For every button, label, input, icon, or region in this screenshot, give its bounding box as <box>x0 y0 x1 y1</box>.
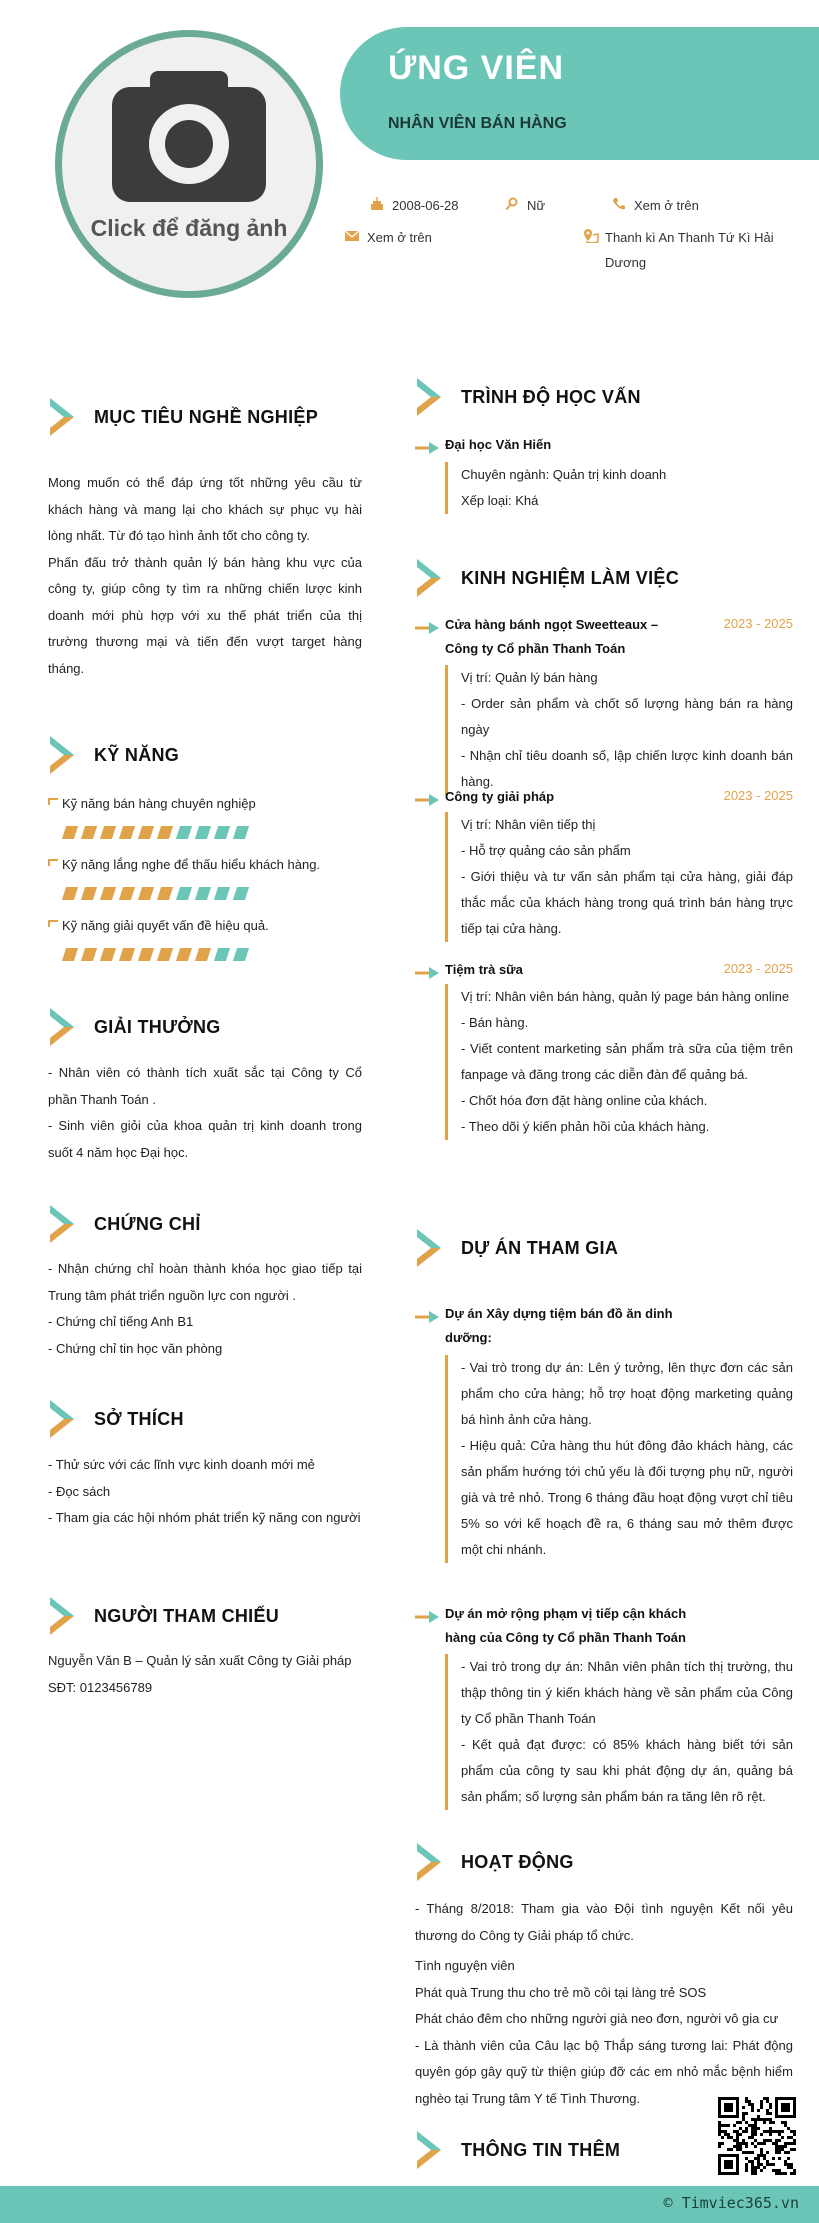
job-line: Vị trí: Nhân viên bán hàng, quản lý page bán hàng online <box>461 989 790 1004</box>
project-line: - Hiệu quả: Cửa hàng thu hút đông đảo khách hàng, các sản phẩm hướng tới chủ yếu là đối tượng phụ nữ, người già và trẻ nhỏ. Trong 6 tháng đầu hoạt động vượt chỉ tiêu 5% so với kế hoạch đề ra, 6 tháng sau mở thêm được một chi nhánh. <box>461 1438 793 1557</box>
birthday-field[interactable] <box>370 197 459 218</box>
award-line: - Sinh viên giỏi của khoa quản trị kinh doanh trong suốt 4 năm học Đại học. <box>48 1118 362 1160</box>
job-detail[interactable] <box>445 812 793 942</box>
gender-icon <box>505 197 527 215</box>
skill-segment <box>62 826 78 839</box>
phone-value: Xem ở trên <box>634 198 699 213</box>
section-projects-header <box>415 1227 618 1269</box>
skill-segment <box>214 948 230 961</box>
section-title[interactable]: SỞ THÍCH <box>94 1408 184 1429</box>
award-line: - Nhân viên có thành tích xuất sắc tại Công ty Cổ phần Thanh Toán . <box>48 1065 362 1107</box>
cake-icon <box>370 197 392 215</box>
job-detail[interactable] <box>445 665 793 795</box>
phone-icon <box>612 197 634 215</box>
project-entry[interactable] <box>415 1607 793 1650</box>
activity-line: Phát cháo đêm cho những người già neo đơn, người vô gia cư <box>415 2011 779 2026</box>
section-activities-header <box>415 1841 574 1883</box>
email-value: Xem ở trên <box>367 230 432 245</box>
education-detail[interactable] <box>445 462 793 514</box>
section-title[interactable]: CHỨNG CHỈ <box>94 1213 201 1234</box>
phone-field[interactable] <box>612 197 699 218</box>
chevron-icon <box>415 557 447 599</box>
cert-line: - Chứng chỉ tin học văn phòng <box>48 1340 223 1356</box>
arrow-right-icon <box>415 967 439 979</box>
skill-rating-bar <box>64 948 368 961</box>
company-name: Cửa hàng bánh ngọt Sweetteaux – Công ty Cổ phần Thanh Toán <box>445 617 659 656</box>
title-band <box>340 27 819 160</box>
skill-segment <box>81 948 97 961</box>
activity-line: - Tháng 8/2018: Tham gia vào Đội tình nguyện Kết nối yêu thương do Công ty Giải pháp tổ chức. <box>415 1901 793 1943</box>
skill-segment <box>138 826 154 839</box>
candidate-name[interactable]: ỨNG VIÊN <box>388 49 565 87</box>
hobby-line: - Đọc sách <box>48 1483 111 1499</box>
skill-segment <box>214 887 230 900</box>
project-detail[interactable] <box>445 1654 793 1810</box>
qr-code-icon <box>718 2097 796 2175</box>
skill-segment <box>119 826 135 839</box>
chevron-icon <box>48 1006 80 1048</box>
skill-segment <box>176 887 192 900</box>
school-name: Đại học Văn Hiến <box>445 437 552 452</box>
skill-segment <box>176 948 192 961</box>
section-certs-header <box>48 1203 201 1245</box>
activity-line: - Là thành viên của Câu lạc bộ Thắp sáng tương lai: Phát động quyên góp gây quỹ từ thiện giúp đỡ các em nhỏ mắc bệnh hiểm nghèo tại Trung tâm Y tế Tình Thương. <box>415 2037 793 2106</box>
grade-line: Xếp loại: Khá <box>461 493 539 508</box>
skill-item[interactable] <box>48 855 368 900</box>
section-title[interactable]: DỰ ÁN THAM GIA <box>461 1237 619 1258</box>
section-hobbies-header <box>48 1398 184 1440</box>
chevron-icon <box>48 396 80 438</box>
project-detail[interactable] <box>445 1355 793 1563</box>
mail-icon <box>345 229 367 247</box>
project-name: Dự án mở rộng phạm vị tiếp cận khách hàng của Công ty Cổ phần Thanh Toán <box>445 1606 687 1645</box>
chevron-icon <box>48 1203 80 1245</box>
skill-segment <box>100 887 116 900</box>
skill-segment <box>195 826 211 839</box>
chevron-icon <box>48 1595 80 1637</box>
certs-text[interactable] <box>48 1256 362 1362</box>
activity-line: Tình nguyện viên <box>415 1958 515 1973</box>
skill-segment <box>176 826 192 839</box>
chevron-icon <box>415 376 447 418</box>
avatar-upload[interactable] <box>55 30 323 298</box>
section-experience-header <box>415 557 679 599</box>
section-title[interactable]: GIẢI THƯỞNG <box>94 1016 221 1037</box>
project-entry[interactable] <box>415 1307 793 1350</box>
skill-segment <box>195 887 211 900</box>
cert-line: - Chứng chỉ tiếng Anh B1 <box>48 1314 194 1329</box>
job-years: 2023 - 2025 <box>723 616 793 631</box>
skill-rating-bar <box>64 826 368 839</box>
section-education-header <box>415 376 641 418</box>
section-objective-header <box>48 396 318 438</box>
reference-text[interactable] <box>48 1648 362 1701</box>
section-extra-header <box>415 2129 620 2171</box>
section-awards-header <box>48 1006 221 1048</box>
gender-field[interactable] <box>505 197 545 218</box>
arrow-right-icon <box>415 442 439 454</box>
section-title[interactable]: KỸ NĂNG <box>94 744 180 765</box>
chevron-icon <box>415 1227 447 1269</box>
job-line: - Chốt hóa đơn đặt hàng online của khách. <box>461 1093 708 1108</box>
section-reference-header <box>48 1595 279 1637</box>
skill-segment <box>157 826 173 839</box>
skill-segment <box>62 887 78 900</box>
skill-label: Kỹ năng lắng nghe để thấu hiểu khách hàng. <box>48 855 368 875</box>
skill-label: Kỹ năng giải quyết vấn đề hiệu quả. <box>48 916 368 936</box>
section-title[interactable]: NGƯỜI THAM CHIẾU <box>94 1605 280 1626</box>
skill-item[interactable] <box>48 794 368 839</box>
arrow-right-icon <box>415 794 439 806</box>
address-value: Thanh kì An Thanh Tứ Kì Hải Dương <box>605 230 774 270</box>
avatar-upload-label: Click để đăng ảnh <box>90 215 288 241</box>
job-line: - Giới thiệu và tư vấn sản phẩm tại cửa hàng, giải đáp thắc mắc của khách hàng trong quá trình bán hàng trực tiếp tại cửa hàng. <box>461 869 793 936</box>
project-name: Dự án Xây dựng tiệm bán đồ ăn dinh dưỡng: <box>445 1306 673 1345</box>
activity-line: Phát quà Trung thu cho trẻ mồ côi tại làng trẻ SOS <box>415 1984 707 2000</box>
awards-text[interactable] <box>48 1060 362 1166</box>
company-name: Tiệm trà sữa <box>445 962 523 977</box>
chevron-icon <box>415 1841 447 1883</box>
cert-line: - Nhận chứng chỉ hoàn thành khóa học giao tiếp tại Trung tâm phát triển nguồn lực con người . <box>48 1261 362 1303</box>
footer-bar <box>0 2186 819 2223</box>
arrow-right-icon <box>415 1311 439 1323</box>
job-line: - Viết content marketing sản phẩm trà sữa của tiệm trên fanpage và đăng trong các diễn đàn để quảng bá. <box>461 1041 793 1082</box>
chevron-icon <box>48 1398 80 1440</box>
objective-paragraph: Mong muốn có thể đáp ứng tốt những yêu cầu từ khách hàng và mang lại cho khách sự phục vụ hài lòng nhất. Từ đó tạo hình ảnh tốt cho công ty. <box>48 475 362 543</box>
birthday-value: 2008-06-28 <box>392 198 459 213</box>
job-line: Vị trí: Quản lý bán hàng <box>461 670 598 685</box>
job-entry[interactable] <box>415 963 793 982</box>
job-years: 2023 - 2025 <box>723 961 793 976</box>
email-field[interactable] <box>345 229 432 250</box>
job-entry[interactable] <box>415 618 793 661</box>
skill-rating-bar <box>64 887 368 900</box>
chevron-icon <box>48 734 80 776</box>
project-line: - Vai trò trong dự án: Nhân viên phân tích thị trường, thu thập thông tin ý kiến khách hàng về sản phẩm của Công ty Cổ phần Thanh Toán <box>461 1659 793 1726</box>
map-pin-icon <box>583 229 605 247</box>
skill-label: Kỹ năng bán hàng chuyên nghiệp <box>48 794 368 814</box>
skill-segment <box>100 826 116 839</box>
footer-brand[interactable]: © Timviec365.vn <box>663 2194 799 2212</box>
objective-text[interactable] <box>48 470 362 682</box>
job-line: - Bán hàng. <box>461 1015 529 1030</box>
company-name: Công ty giải pháp <box>445 789 555 804</box>
section-title[interactable]: THÔNG TIN THÊM <box>461 2139 621 2160</box>
skill-segment <box>119 948 135 961</box>
job-detail[interactable] <box>445 984 793 1140</box>
section-title[interactable]: HOẠT ĐỘNG <box>461 1851 574 1872</box>
skill-segment <box>100 948 116 961</box>
job-entry[interactable] <box>415 790 793 809</box>
arrow-right-icon <box>415 1611 439 1623</box>
job-line: - Hỗ trợ quảng cáo sản phẩm <box>461 843 631 858</box>
skill-segment <box>157 948 173 961</box>
section-skills-header <box>48 734 179 776</box>
section-title[interactable]: TRÌNH ĐỘ HỌC VẤN <box>461 386 641 407</box>
major-line: Chuyên ngành: Quản trị kinh doanh <box>461 467 667 482</box>
skill-segment <box>233 826 249 839</box>
skill-segment <box>138 948 154 961</box>
project-line: - Kết quả đạt được: có 85% khách hàng biết tới sản phẩm của công ty sau khi phát động dự án, quảng bá sản phẩm; số lượng sản phẩm bán ra tăng lên rõ rệt. <box>461 1737 793 1804</box>
skill-segment <box>233 948 249 961</box>
job-line: - Order sản phẩm và chốt số lượng hàng bán ra hàng ngày <box>461 696 793 737</box>
gender-value: Nữ <box>527 198 546 213</box>
skill-segment <box>195 948 211 961</box>
skill-segment <box>119 887 135 900</box>
chevron-icon <box>415 2129 447 2171</box>
arrow-right-icon <box>415 622 439 634</box>
hobby-line: - Thử sức với các lĩnh vực kinh doanh mới mẻ <box>48 1457 315 1472</box>
camera-icon <box>62 37 316 291</box>
reference-line: Nguyễn Văn B – Quản lý sản xuất Công ty Giải pháp <box>48 1653 352 1668</box>
job-line: - Theo dõi ý kiến phản hồi của khách hàng. <box>461 1119 710 1134</box>
activities-text[interactable] <box>415 1896 793 2112</box>
skill-segment <box>214 826 230 839</box>
skill-item[interactable] <box>48 916 368 961</box>
skill-segment <box>157 887 173 900</box>
hobby-line: - Tham gia các hội nhóm phát triển kỹ năng con người <box>48 1510 361 1525</box>
address-field[interactable] <box>583 229 793 275</box>
education-entry[interactable] <box>415 438 793 457</box>
job-years: 2023 - 2025 <box>723 788 793 803</box>
candidate-position[interactable]: NHÂN VIÊN BÁN HÀNG <box>388 115 567 132</box>
section-title[interactable]: KINH NGHIỆM LÀM VIỆC <box>461 567 680 588</box>
objective-paragraph: Phấn đấu trở thành quản lý bán hàng khu vực của công ty, giúp công ty tìm ra những chiến lược kinh doanh mới phù hợp với xu thế phát triển của thị trường thương mại và tiến đến vượt target hàng tháng. <box>48 554 362 676</box>
skill-segment <box>81 887 97 900</box>
job-line: - Nhận chỉ tiêu doanh số, lập chiến lược kinh doanh bán hàng. <box>461 748 793 789</box>
skill-segment <box>233 887 249 900</box>
skill-segment <box>81 826 97 839</box>
project-line: - Vai trò trong dự án: Lên ý tưởng, lên thực đơn các sản phẩm cho cửa hàng; hỗ trợ hoạt động marketing quảng bá hình ảnh cửa hàng. <box>461 1360 793 1427</box>
skill-segment <box>138 887 154 900</box>
reference-line: SĐT: 0123456789 <box>48 1679 153 1695</box>
hobbies-text[interactable] <box>48 1452 362 1532</box>
job-line: Vị trí: Nhân viên tiếp thị <box>461 817 596 832</box>
section-title[interactable]: MỤC TIÊU NGHỀ NGHIỆP <box>94 406 319 427</box>
skill-segment <box>62 948 78 961</box>
